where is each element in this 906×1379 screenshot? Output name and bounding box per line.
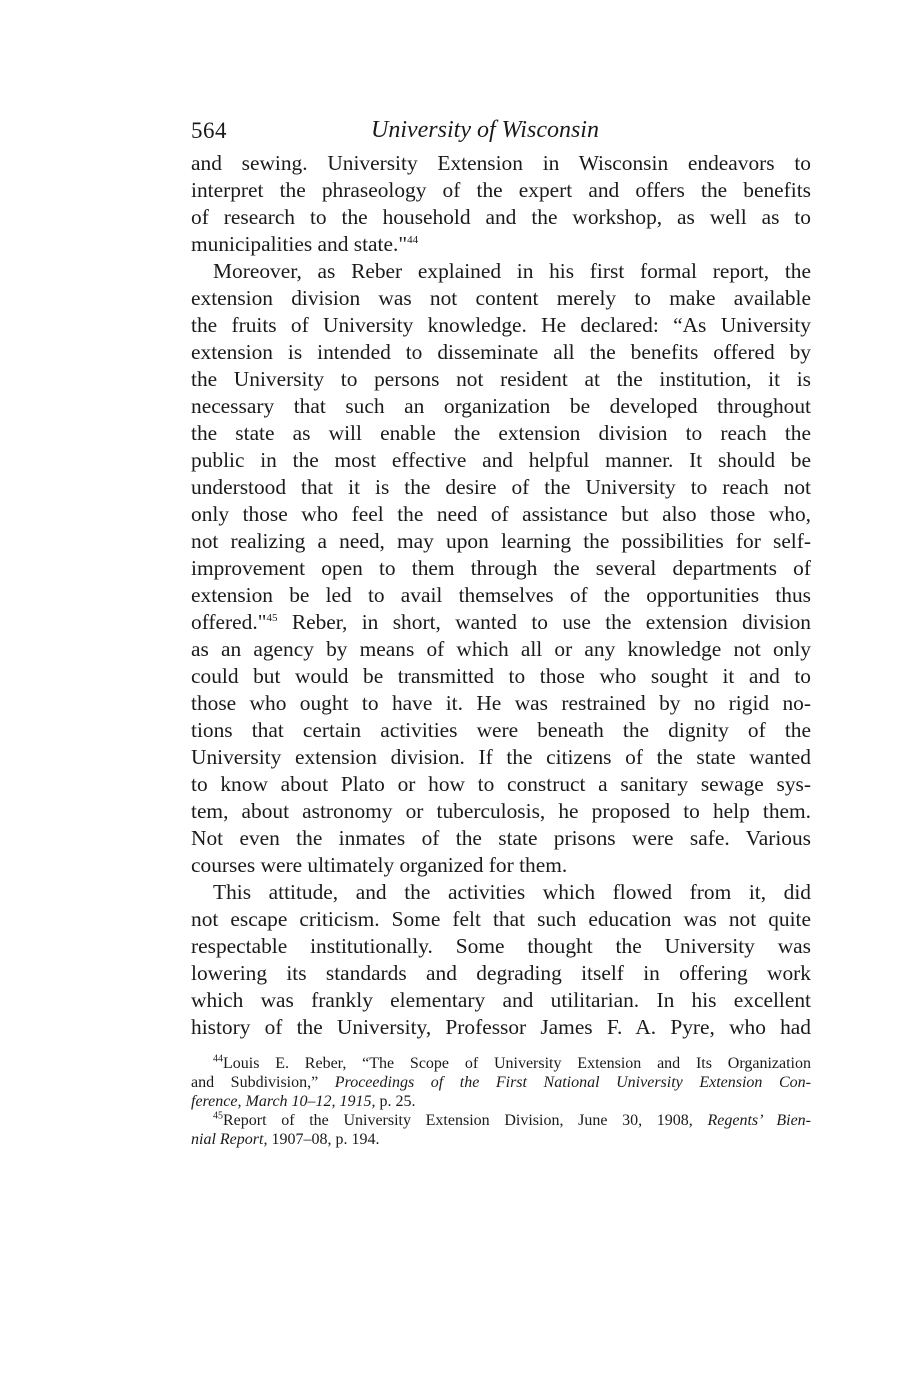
text-fragment: Louis E. Reber, “The Scope of University Extension and Its Organization <box>223 1055 811 1072</box>
text-line: Not even the inmates of the state prisons were safe. Various <box>191 826 811 850</box>
text-line: extension is intended to disseminate all the benefits offered by <box>191 340 811 364</box>
text-line: Moreover, as Reber explained in his first formal report, the <box>213 259 811 283</box>
text-fragment: 1907–08, p. 194. <box>267 1131 380 1148</box>
text-line: which was frankly elementary and utilitarian. In his excellent <box>191 988 811 1012</box>
text-line: those who ought to have it. He was restrained by no rigid no- <box>191 691 811 715</box>
text-line: as an agency by means of which all or any knowledge not only <box>191 637 811 661</box>
footnotes <box>191 1054 811 1149</box>
text-line: of research to the household and the workshop, as well as to <box>191 205 811 229</box>
footnote-ref-44: 44 <box>407 233 419 246</box>
text-line: extension be led to avail themselves of the opportunities thus <box>191 583 811 607</box>
text-line: only those who feel the need of assistance but also those who, <box>191 502 811 526</box>
text-line: extension division was not content merely to make available <box>191 286 811 310</box>
paragraph-1 <box>191 150 811 258</box>
text-fragment-italic: nial Report, <box>191 1131 268 1148</box>
text-fragment: and Subdivision,” <box>191 1074 335 1091</box>
text-line: history of the University, Professor James F. A. Pyre, who had <box>191 1015 811 1039</box>
text-fragment: offered." <box>191 610 267 634</box>
footnote-number: 45 <box>213 1110 223 1122</box>
text-line: tions that certain activities were beneath the dignity of the <box>191 718 811 742</box>
text-line: respectable institutionally. Some thought the University was <box>191 934 811 958</box>
text-line: This attitude, and the activities which flowed from it, did <box>213 880 811 904</box>
footnote-line <box>191 1111 811 1130</box>
text-line: not realizing a need, may upon learning the possibilities for self- <box>191 529 811 553</box>
text-fragment: municipalities and state." <box>191 232 408 256</box>
text-line: courses were ultimately organized for them. <box>191 853 568 877</box>
text-line: University extension division. If the citizens of the state wanted <box>191 745 811 769</box>
text-line: interpret the phraseology of the expert and offers the benefits <box>191 178 811 202</box>
paragraph-3 <box>191 879 811 1041</box>
text-fragment: p. 25. <box>375 1093 416 1110</box>
text-fragment-italic: Regents’ Bien- <box>707 1112 811 1129</box>
text-line: improvement open to them through the several departments of <box>191 556 811 580</box>
text-line: the fruits of University knowledge. He declared: “As University <box>191 313 811 337</box>
text-line: not escape criticism. Some felt that such education was not quite <box>191 907 811 931</box>
paragraph-2 <box>191 258 811 879</box>
text-fragment-italic: ference, March 10–12, 1915, <box>191 1093 376 1110</box>
running-title: University of Wisconsin <box>371 117 599 143</box>
footnote-line <box>191 1054 811 1073</box>
text-line: necessary that such an organization be developed throughout <box>191 394 811 418</box>
text-line: to know about Plato or how to construct a sanitary sewage sys- <box>191 772 811 796</box>
footnote-45 <box>191 1111 811 1149</box>
text-fragment: Report of the University Extension Division, June 30, 1908, <box>223 1112 708 1129</box>
book-page <box>191 112 811 1149</box>
text-fragment: Reber, in short, wanted to use the extension division <box>277 610 811 634</box>
footnote-line <box>191 1130 811 1149</box>
footnote-number: 44 <box>213 1053 223 1065</box>
running-head <box>191 112 811 150</box>
text-line <box>191 609 811 636</box>
text-fragment-italic: Proceedings of the First National University Extension Con- <box>334 1074 811 1091</box>
text-line: the University to persons not resident at the institution, it is <box>191 367 811 391</box>
text-line: tem, about astronomy or tuberculosis, he proposed to help them. <box>191 799 811 823</box>
text-line: could but would be transmitted to those who sought it and to <box>191 664 811 688</box>
body-text <box>191 150 811 1041</box>
footnote-line <box>191 1092 811 1111</box>
footnote-line <box>191 1073 811 1092</box>
page-number: 564 <box>191 118 227 143</box>
footnote-ref-45: 45 <box>266 611 278 624</box>
text-line <box>191 231 811 258</box>
text-line: and sewing. University Extension in Wisconsin endeavors to <box>191 151 811 175</box>
text-line: the state as will enable the extension division to reach the <box>191 421 811 445</box>
text-line: lowering its standards and degrading itself in offering work <box>191 961 811 985</box>
footnote-44 <box>191 1054 811 1111</box>
text-line: understood that it is the desire of the University to reach not <box>191 475 811 499</box>
text-line: public in the most effective and helpful manner. It should be <box>191 448 811 472</box>
